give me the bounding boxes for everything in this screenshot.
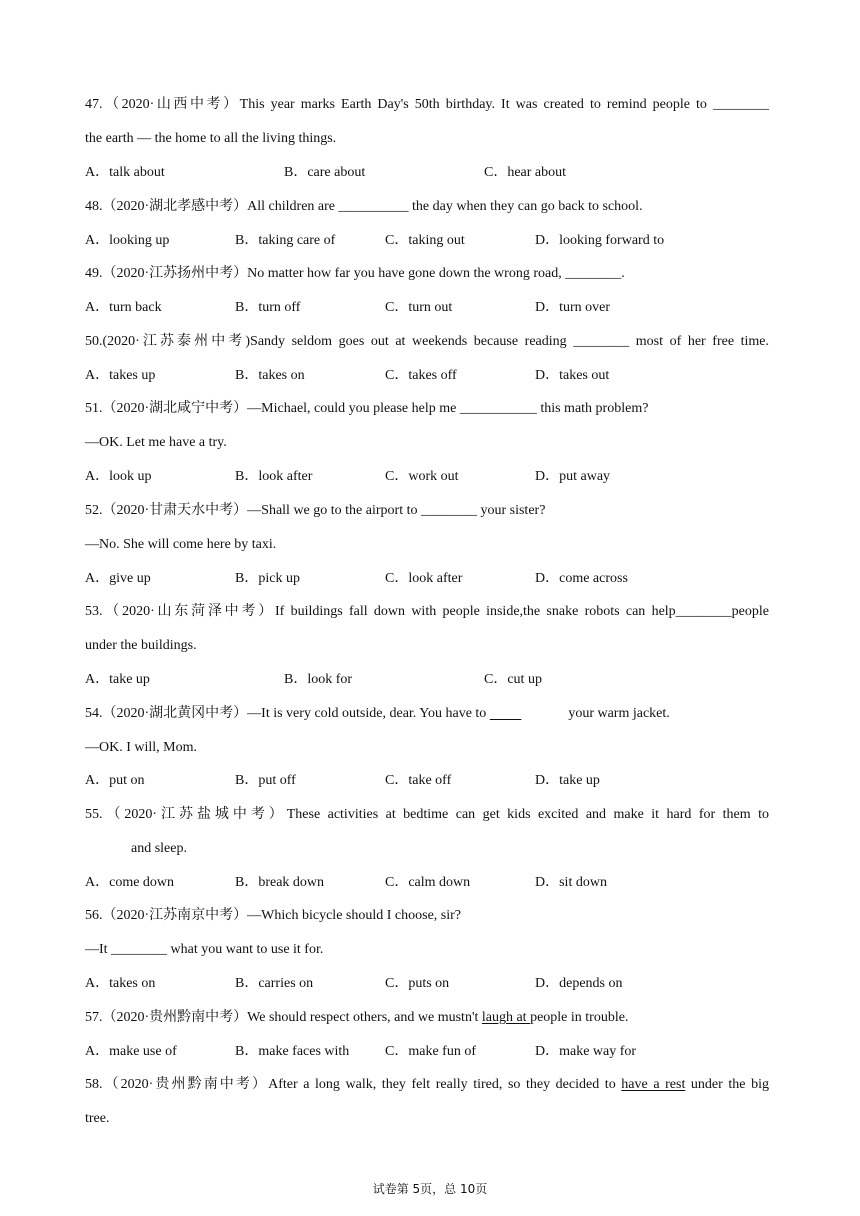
option-a: A．take up [85,672,150,687]
question-56-options [85,975,769,993]
question-source: （2020·湖北孝感中考） [102,199,248,214]
page-footer: 试卷第 5页，总 10页 [372,1182,488,1196]
option-c: C．look after [385,571,463,586]
question-57-line1 [85,1009,628,1027]
question-source: （2020·湖北咸宁中考） [102,401,248,416]
question-source: （2020·湖北黄冈中考） [102,706,248,721]
option-d: D．looking forward to [535,233,665,248]
answer-blank [490,705,558,723]
option-c: C．puts on [385,976,450,991]
question-text: After a long walk, they felt really tired, so they decided to [268,1077,622,1092]
question-52-line1 [85,502,545,520]
question-number: 55. [85,807,103,822]
option-a: A．looking up [85,233,170,248]
question-text: Sandy seldom goes out at weekends because reading ________ most of her free time. [250,334,769,349]
option-b: B．carries on [235,976,314,991]
option-b: B．pick up [235,571,300,586]
question-54-line1 [85,705,670,723]
option-c: C．make fun of [385,1044,476,1059]
question-52-line2: —No. She will come here by taxi. [85,537,277,552]
question-text: —Shall we go to the airport to ________ your sister? [247,503,546,518]
question-58-line2: tree. [85,1111,110,1126]
question-source: （2020·甘肃天水中考） [102,503,248,518]
question-source: （2020·贵州黔南中考） [102,1010,248,1025]
question-number: 50. [85,334,103,349]
question-47-options [85,164,769,182]
question-source: （2020·山东菏泽中考） [102,604,275,619]
option-d: D．put away [535,469,611,484]
option-c: C．taking out [385,233,465,248]
question-text-end: under the big [685,1077,769,1092]
question-number: 47. [85,97,103,112]
option-b: B．put off [235,773,296,788]
option-b: B．look for [284,672,353,687]
question-source: （2020·江苏扬州中考） [102,266,248,281]
question-56-line1 [85,907,461,925]
question-58-line1 [85,1076,769,1094]
option-c: C．turn out [385,300,453,315]
question-57-options [85,1043,769,1061]
option-a: A．give up [85,571,151,586]
question-number: 56. [85,908,103,923]
question-text: All children are __________ the day when they can go back to school. [247,199,643,214]
question-source: （2020·江苏南京中考） [102,908,248,923]
option-a: A．look up [85,469,152,484]
underlined-phrase: have a rest [621,1077,686,1092]
option-d: D．make way for [535,1044,637,1059]
question-47-line2: the earth — the home to all the living things. [85,131,337,146]
question-number: 58. [85,1077,103,1092]
question-source: （2020·贵州黔南中考） [102,1077,269,1092]
question-text: This year marks Earth Day's 50th birthday. It was created to remind people to ________ [239,97,769,112]
question-text: We should respect others, and we mustn't [247,1010,482,1025]
question-55-options [85,874,769,892]
option-b: B．care about [284,165,366,180]
option-d: D．sit down [535,875,607,890]
option-b: B．turn off [235,300,301,315]
question-number: 48. [85,199,103,214]
question-55-line2: and sleep. [131,841,187,856]
option-a: A．make use of [85,1044,177,1059]
question-number: 57. [85,1010,103,1025]
question-text: —It is very cold outside, dear. You have to [247,706,490,721]
question-source: （2020·山西中考） [102,97,240,112]
question-text-end: people in trouble. [530,1010,629,1025]
option-c: C．work out [385,469,459,484]
question-50-options [85,367,769,385]
option-c: C．hear about [484,165,567,180]
option-c: C．take off [385,773,452,788]
question-49-options [85,299,769,317]
question-53-options [85,671,769,689]
question-text: No matter how far you have gone down the wrong road, ________. [247,266,625,281]
question-51-line2: —OK. Let me have a try. [85,435,227,450]
option-d: D．takes out [535,368,610,383]
question-52-options [85,570,769,588]
question-text: —Michael, could you please help me ___________ this math problem? [247,401,649,416]
question-text: —Which bicycle should I choose, sir? [247,908,461,923]
question-47-line1 [85,96,769,114]
option-b: B．taking care of [235,233,336,248]
question-55-line1 [85,806,769,824]
question-51-line1 [85,400,648,418]
option-b: B．break down [235,875,325,890]
question-53-line2: under the buildings. [85,638,197,653]
question-text: These activities at bedtime can get kids excited and make it hard for them to [286,807,769,822]
option-c: C．cut up [484,672,542,687]
question-48-line1 [85,198,643,216]
option-d: D．come across [535,571,628,586]
question-number: 53. [85,604,103,619]
question-50-line1 [85,333,769,351]
question-source: (2020·江苏泰州中考) [102,334,251,349]
question-number: 52. [85,503,103,518]
question-number: 54. [85,706,103,721]
question-text-end: your warm jacket. [557,706,670,721]
question-54-line2: —OK. I will, Mom. [85,740,197,755]
question-49-line1 [85,265,625,283]
question-54-options [85,772,769,790]
option-a: A．put on [85,773,145,788]
question-number: 49. [85,266,103,281]
option-a: A．turn back [85,300,162,315]
option-b: B．make faces with [235,1044,350,1059]
option-a: A．takes up [85,368,156,383]
option-a: A．takes on [85,976,156,991]
question-53-line1 [85,603,769,621]
question-source: （2020·江苏盐城中考） [102,807,287,822]
option-d: D．depends on [535,976,623,991]
question-48-options [85,232,769,250]
question-number: 51. [85,401,103,416]
option-b: B．takes on [235,368,305,383]
option-d: D．turn over [535,300,611,315]
underlined-phrase: laugh at [481,1010,531,1025]
option-a: A．talk about [85,165,165,180]
option-b: B．look after [235,469,313,484]
option-c: C．calm down [385,875,471,890]
question-51-options [85,468,769,486]
option-a: A．come down [85,875,175,890]
option-d: D．take up [535,773,600,788]
option-c: C．takes off [385,368,457,383]
question-56-line2: —It ________ what you want to use it for. [85,942,324,957]
question-text: If buildings fall down with people inside,the snake robots can help________people [274,604,769,619]
